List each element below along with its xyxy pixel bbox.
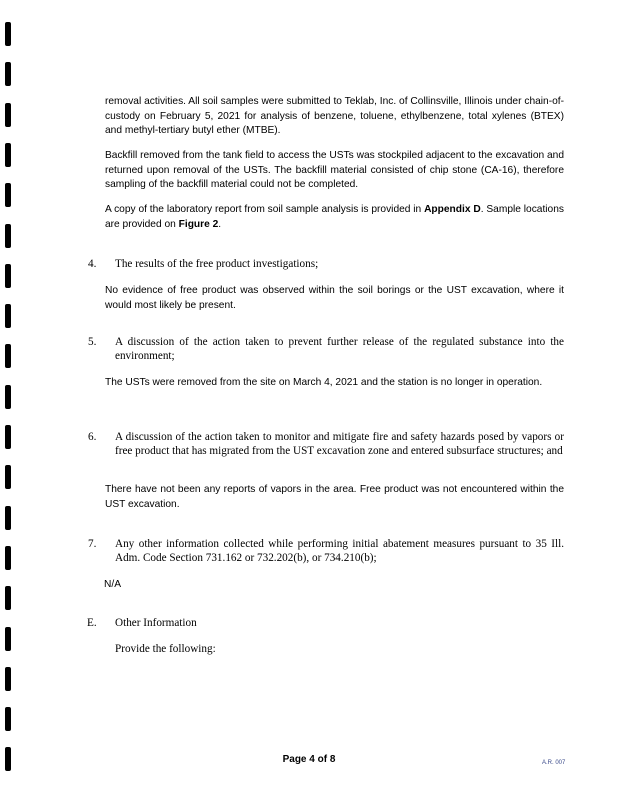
item-answer: No evidence of free product was observed within the soil borings or the UST excavation, where it would most likely be present.: [105, 285, 564, 311]
binder-hole: [5, 425, 11, 449]
binder-hole: [5, 667, 11, 691]
binder-hole: [5, 344, 11, 368]
section-letter: E.: [87, 617, 97, 629]
binder-hole: [5, 264, 11, 288]
text: . Sample locations are provided on: [105, 204, 564, 230]
appendix-reference: Appendix D: [424, 204, 481, 215]
item-question: Any other information collected while performing initial abatement measures pursuant to 35 Ill. Adm. Code Section 731.162 or 732.202(b), or 734.210(b);: [115, 538, 564, 564]
binder-hole: [5, 627, 11, 651]
item-number: 7.: [88, 538, 97, 550]
binder-hole: [5, 143, 11, 167]
section-title: Other Information: [115, 617, 197, 629]
binder-hole: [5, 465, 11, 489]
binder-hole: [5, 546, 11, 570]
binder-hole: [5, 22, 11, 46]
item-number: 4.: [88, 258, 97, 270]
paragraph-lab-report: [105, 203, 564, 232]
item-answer: N/A: [104, 579, 121, 590]
page-number: Page 4 of 8: [282, 754, 336, 765]
item-answer: There have not been any reports of vapors in the area. Free product was not encountered within the UST excavation.: [105, 484, 564, 510]
item-number: 6.: [88, 431, 97, 443]
bates-stamp: A.R. 007: [542, 760, 566, 766]
section-instruction: Provide the following:: [115, 643, 216, 655]
paragraph-backfill: Backfill removed from the tank field to access the USTs was stockpiled adjacent to the excavation and returned upon removal of the USTs. The backfill material consisted of chip stone (CA-16), therefore sampling of the backfill material could not be completed.: [105, 150, 564, 190]
binder-hole: [5, 183, 11, 207]
binder-hole: [5, 707, 11, 731]
text: A copy of the laboratory report from soil sample analysis is provided in: [105, 204, 425, 215]
figure-reference: Figure 2: [178, 218, 219, 230]
binder-hole: [5, 586, 11, 610]
item-question: A discussion of the action taken to prevent further release of the regulated substance into the environment;: [115, 336, 564, 362]
paragraph-soil-samples: removal activities. All soil samples were submitted to Teklab, Inc. of Collinsville, Illinois under chain-of-custody on February 5, 2021 for analysis of benzene, toluene, ethylbenzene, total xylenes (BTEX) and methyl-tertiary butyl ether (MTBE).: [105, 96, 564, 136]
binder-hole: [5, 506, 11, 530]
item-question: A discussion of the action taken to monitor and mitigate fire and safety hazards posed by vapors or free product that has migrated from the UST excavation zone and entered subsurface structures; and: [115, 431, 564, 457]
item-question: The results of the free product investigations;: [115, 258, 319, 270]
binder-hole: [5, 385, 11, 409]
binder-hole: [5, 62, 11, 86]
binder-hole: [5, 304, 11, 328]
item-answer: The USTs were removed from the site on March 4, 2021 and the station is no longer in operation.: [105, 377, 543, 388]
item-number: 5.: [88, 336, 97, 348]
binder-hole: [5, 103, 11, 127]
text: .: [218, 218, 222, 230]
binder-hole: [5, 224, 11, 248]
